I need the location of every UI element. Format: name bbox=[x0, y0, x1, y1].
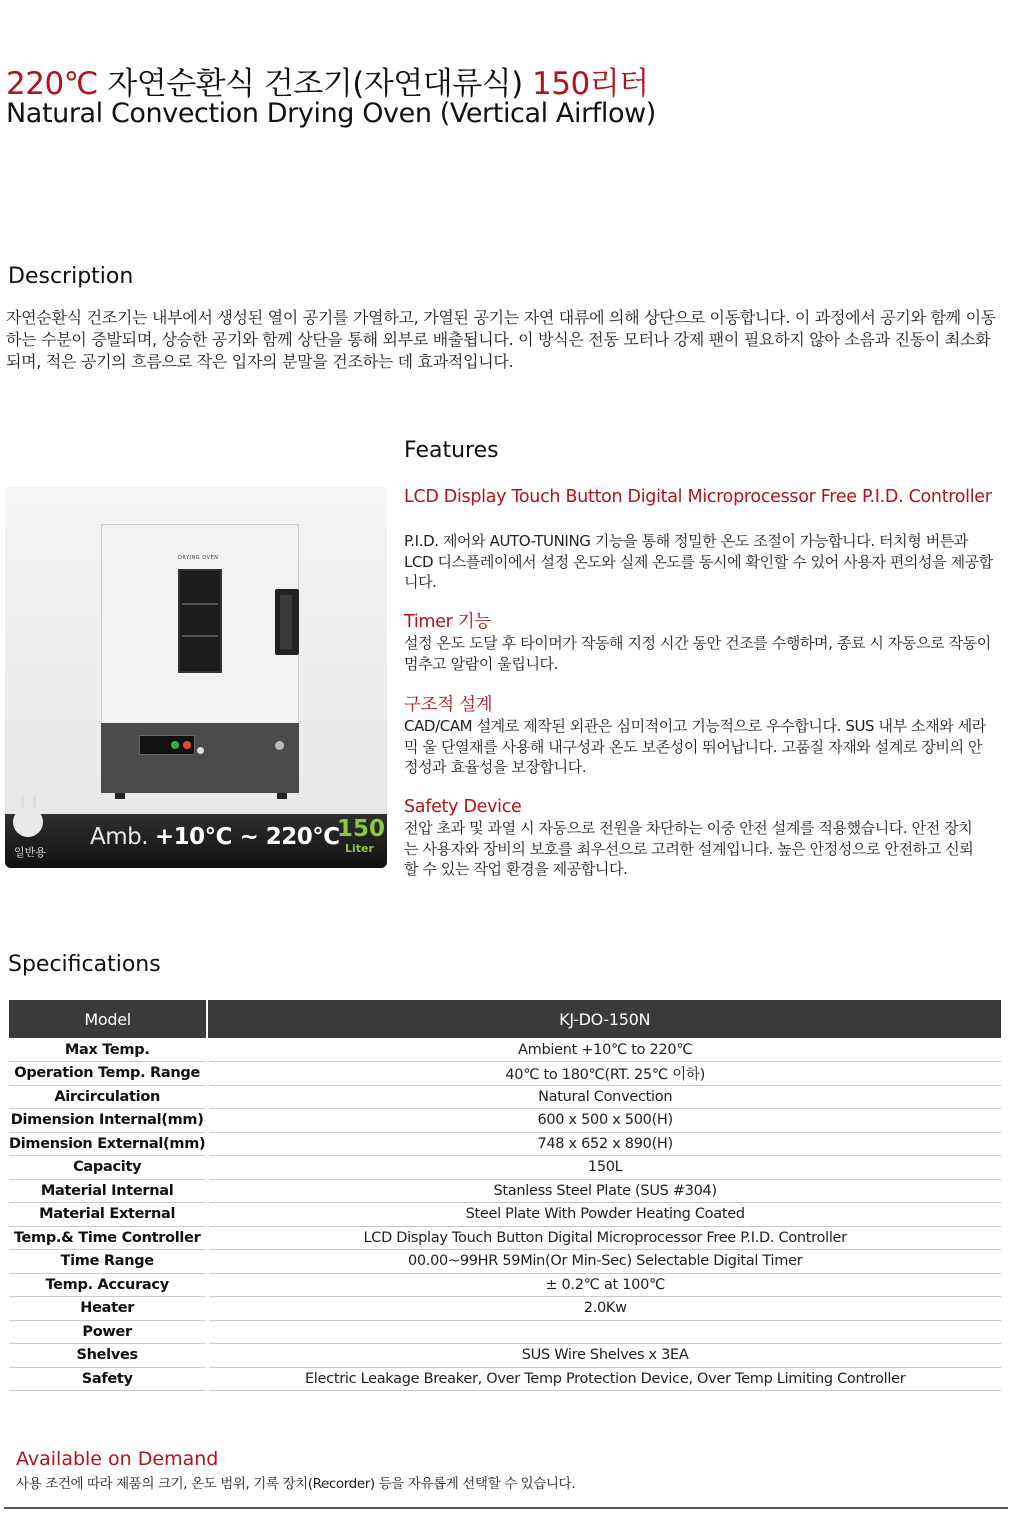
description-text: 자연순환식 건조기는 내부에서 생성된 열이 공기를 가열하고, 가열된 공기는 자연 대류에 의해 상단으로 이동합니다. 이 과정에서 공기와 함께 이동하는 수분이 증발되며, 상승한 공기와 함께 상단을 통해 외부로 배출됩니다. 이 방식은 전동 모터나 강제 팬이 필요하지 않아 소음과 진동이 최소화되며, 적은 공기의 흐름으로 작은 입자의 분말을 건조하는 데 효과적입니다. bbox=[6, 308, 996, 371]
oven-label: DRYING OVEN bbox=[178, 555, 219, 561]
feature-desc: 전압 초과 및 과열 시 자동으로 전원을 차단하는 이중 안전 설계를 적용했습니다. 안전 장치는 사용자와 장비의 보호를 최우선으로 고려한 설계입니다. 높은 안정성으로 안전하고 신뢰할 수 있는 작업 환경을 제공합니다. bbox=[404, 819, 974, 878]
table-row bbox=[9, 1250, 1001, 1274]
spec-key: Power bbox=[9, 1320, 207, 1344]
table-row bbox=[9, 1062, 1001, 1086]
product-image bbox=[5, 487, 387, 868]
spec-value: Natural Convection bbox=[207, 1085, 1001, 1109]
title-capacity: 150리터 bbox=[532, 66, 649, 102]
title-temp: 220℃ bbox=[6, 66, 98, 102]
spec-key: Aircirculation bbox=[9, 1085, 207, 1109]
spec-value: 748 x 652 x 890(H) bbox=[207, 1132, 1001, 1156]
spec-key: Dimension Internal(mm) bbox=[9, 1109, 207, 1133]
spec-value: 150L bbox=[207, 1156, 1001, 1180]
table-row bbox=[9, 1203, 1001, 1227]
spec-key: Operation Temp. Range bbox=[9, 1062, 207, 1086]
spec-key: Max Temp. bbox=[9, 1038, 207, 1062]
feature-title: LCD Display Touch Button Digital Microprocessor Free P.I.D. Controller bbox=[404, 487, 992, 507]
bottom-divider bbox=[4, 1507, 1008, 1509]
spec-header-value: KJ-DO-150N bbox=[207, 1000, 1001, 1038]
spec-key: Capacity bbox=[9, 1156, 207, 1180]
spec-key: Safety bbox=[9, 1367, 207, 1391]
table-row bbox=[9, 1273, 1001, 1297]
table-row bbox=[9, 1344, 1001, 1368]
plug-icon bbox=[5, 797, 61, 868]
table-row bbox=[9, 1367, 1001, 1391]
spec-value: 40℃ to 180℃(RT. 25℃ 이하) bbox=[207, 1062, 1001, 1086]
feature-title: Timer 기능 bbox=[404, 612, 491, 632]
spec-value: ± 0.2℃ at 100℃ bbox=[207, 1273, 1001, 1297]
spec-table bbox=[9, 1000, 1001, 1391]
spec-key: Temp. Accuracy bbox=[9, 1273, 207, 1297]
table-row bbox=[9, 1320, 1001, 1344]
spec-value: Ambient +10℃ to 220℃ bbox=[207, 1038, 1001, 1062]
liter-value: 150 bbox=[337, 816, 386, 842]
oven-handle bbox=[275, 589, 299, 655]
spec-value: 600 x 500 x 500(H) bbox=[207, 1109, 1001, 1133]
spec-key: Material External bbox=[9, 1203, 207, 1227]
oven-window bbox=[178, 569, 222, 673]
available-desc: 사용 조건에 따라 제품의 크기, 온도 범위, 기록 장치(Recorder) 등을 자유롭게 선택할 수 있습니다. bbox=[16, 1476, 576, 1492]
spec-value: Electric Leakage Breaker, Over Temp Protection Device, Over Temp Limiting Controller bbox=[207, 1367, 1001, 1391]
spec-value: Stanless Steel Plate (SUS #304) bbox=[207, 1179, 1001, 1203]
spec-key: Time Range bbox=[9, 1250, 207, 1274]
spec-key: Heater bbox=[9, 1297, 207, 1321]
table-row bbox=[9, 1179, 1001, 1203]
table-row bbox=[9, 1297, 1001, 1321]
feature-desc: 설정 온도 도달 후 타이머가 작동해 지정 시간 동안 건조를 수행하며, 종료 시 자동으로 작동이 멈추고 알람이 울립니다. bbox=[404, 634, 991, 673]
spec-value: 00.00~99HR 59Min(Or Min-Sec) Selectable Digital Timer bbox=[207, 1250, 1001, 1274]
page-title-en: Natural Convection Drying Oven (Vertical Airflow) bbox=[6, 98, 656, 129]
oven-body bbox=[101, 524, 299, 724]
description-heading: Description bbox=[8, 264, 134, 289]
table-row bbox=[9, 1109, 1001, 1133]
table-row bbox=[9, 1132, 1001, 1156]
title-main: 자연순환식 건조기(자연대류식) bbox=[107, 66, 523, 102]
spec-key: Material Internal bbox=[9, 1179, 207, 1203]
specifications-heading: Specifications bbox=[8, 952, 161, 977]
amb-range: Amb. +10℃ ~ 220℃ bbox=[90, 824, 340, 850]
feature-desc: P.I.D. 제어와 AUTO-TUNING 기능을 통해 정밀한 온도 조절이 가능합니다. 터치형 버튼과 LCD 디스플레이에서 설정 온도와 실제 온도를 동시에 확인할 수 있어 사용자 편의성을 제공합니다. bbox=[404, 532, 993, 591]
table-row bbox=[9, 1156, 1001, 1180]
spec-value: 2.0Kw bbox=[207, 1297, 1001, 1321]
spec-value: SUS Wire Shelves x 3EA bbox=[207, 1344, 1001, 1368]
available-title: Available on Demand bbox=[16, 1448, 219, 1470]
spec-header-key: Model bbox=[9, 1000, 207, 1038]
spec-table-header bbox=[9, 1000, 1001, 1038]
spec-value: LCD Display Touch Button Digital Microprocessor Free P.I.D. Controller bbox=[207, 1226, 1001, 1250]
feature-title: Safety Device bbox=[404, 797, 522, 817]
liter-unit: Liter bbox=[345, 842, 374, 855]
oven-control-base bbox=[101, 723, 299, 793]
table-row bbox=[9, 1038, 1001, 1062]
product-spec-bar bbox=[5, 814, 387, 868]
spec-value: Steel Plate With Powder Heating Coated bbox=[207, 1203, 1001, 1227]
feature-desc: CAD/CAM 설계로 제작된 외관은 심미적이고 기능적으로 우수합니다. SUS 내부 소재와 세라믹 울 단열재를 사용해 내구성과 온도 보존성이 뛰어납니다. 고품질 자재와 설계로 장비의 안정성과 효율성을 보장합니다. bbox=[404, 717, 986, 776]
table-row bbox=[9, 1226, 1001, 1250]
spec-key: Dimension External(mm) bbox=[9, 1132, 207, 1156]
features-heading: Features bbox=[404, 438, 499, 463]
page-title-kr bbox=[6, 58, 649, 103]
spec-key: Temp.& Time Controller bbox=[9, 1226, 207, 1250]
feature-title: 구조적 설계 bbox=[404, 695, 493, 715]
table-row bbox=[9, 1085, 1001, 1109]
plug-label: 일반용 bbox=[14, 846, 46, 859]
spec-key: Shelves bbox=[9, 1344, 207, 1368]
spec-value bbox=[207, 1320, 1001, 1344]
